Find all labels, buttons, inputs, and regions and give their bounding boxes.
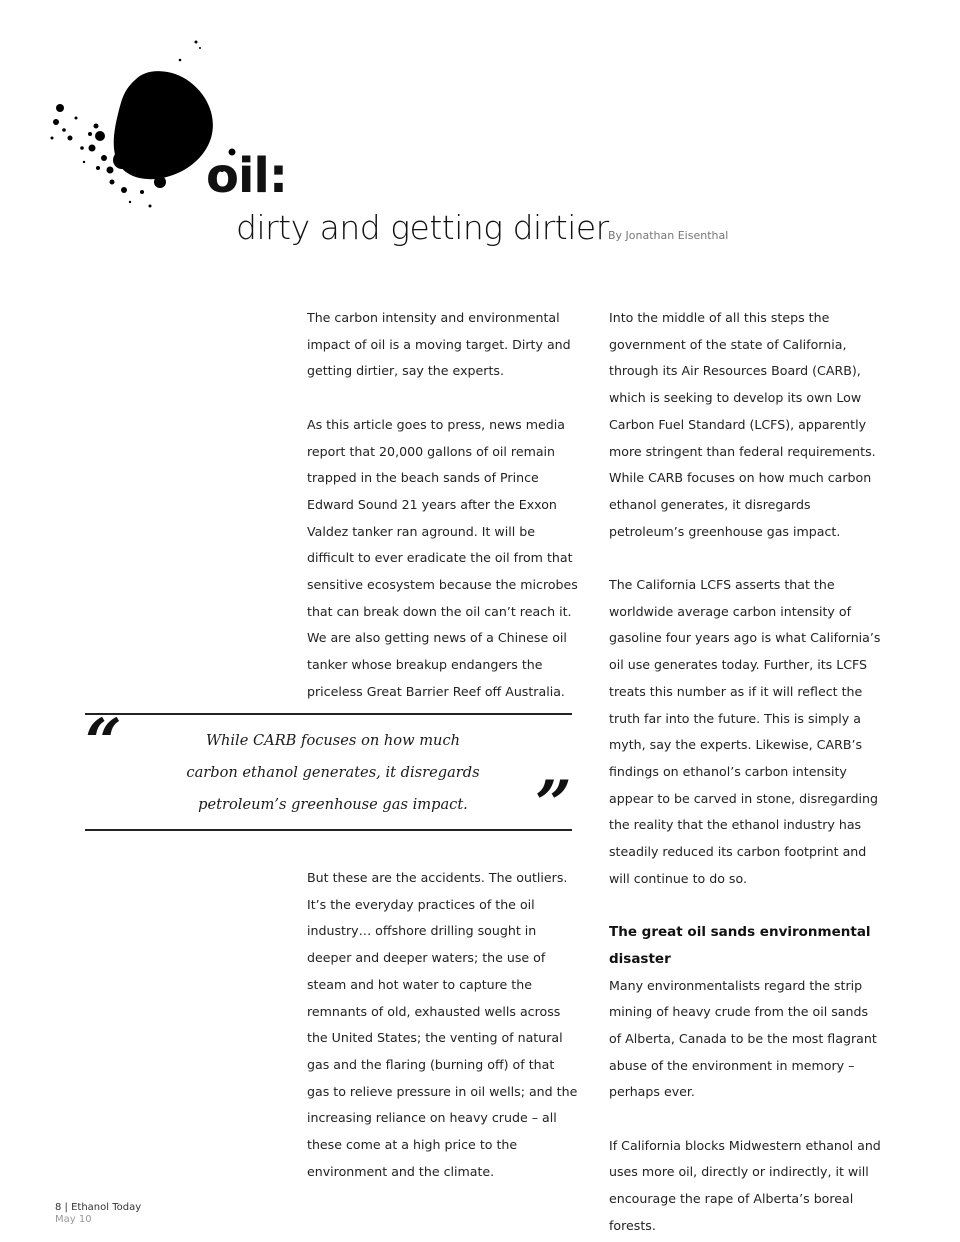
byline: By Jonathan Eisenthal [608, 229, 729, 242]
section-subheading: The great oil sands environmental disaster [609, 924, 871, 967]
paragraph: Many environmentalists regard the strip mining of heavy crude from the oil sands of Alberta, Canada to be the most flagrant abuse of the environment in memory – perhaps ever. [609, 977, 877, 1100]
close-quote-mark: ” [535, 767, 572, 842]
article-subtitle: dirty and getting dirtier [236, 208, 609, 247]
footer-page-label: 8 | Ethanol Today [55, 1202, 142, 1213]
right-column [609, 305, 881, 1240]
open-quote-mark: “ [85, 705, 122, 780]
pull-quote-text: While CARB focuses on how much carbon ethanol generates, it disregards petroleum’s greenhouse gas impact. [186, 732, 480, 813]
article-title: oil: [206, 148, 288, 204]
left-column-bottom [307, 865, 579, 1185]
paragraph: If California blocks Midwestern ethanol and uses more oil, directly or indirectly, it will encourage the rape of Alberta’s boreal forests. [609, 1137, 881, 1233]
paragraph: Into the middle of all this steps the government of the state of California, through its Air Resources Board (CARB), which is seeking to develop its own Low Carbon Fuel Standard (LCFS), apparently more stringent than federal requirements. While CARB focuses on how much carbon ethanol generates, it disregards petroleum’s greenhouse gas impact. [609, 310, 876, 539]
page-footer [55, 1202, 141, 1226]
paragraph: As this article goes to press, news media report that 20,000 gallons of oil remain trapped in the beach sands of Prince Edward Sound 21 years after the Exxon Valdez tanker ran aground. It will be difficult to ever eradicate the oil from that sensitive ecosystem because the microbes that can break down the oil can’t reach it. We are also getting news of a Chinese oil tanker whose breakup endangers the priceless Great Barrier Reef off Australia. [307, 416, 578, 699]
paragraph: The California LCFS asserts that the worldwide average carbon intensity of gasoline four years ago is what California’s oil use generates today. Further, its LCFS treats this number as if it will reflect the truth far into the future. This is simply a myth, say the experts. Likewise, CARB’s findings on ethanol’s carbon intensity appear to be carved in stone, disregarding the reality that the ethanol industry has steadily reduced its carbon footprint and will continue to do so. [609, 577, 881, 886]
footer-date: May 10 [55, 1214, 92, 1225]
paragraph: But these are the accidents. The outliers. It’s the everyday practices of the oil industry… offshore drilling sought in deeper and deeper waters; the use of steam and hot water to capture the remnants of old, exhausted wells across the United States; the venting of natural gas and the flaring (burning off) of that gas to relieve pressure in oil wells; and the increasing reliance on heavy crude – all these come at a high price to the environment and the climate. [307, 870, 578, 1179]
left-column-top [307, 305, 579, 706]
paragraph: The carbon intensity and environmental impact of oil is a moving target. Dirty and getting dirtier, say the experts. [307, 310, 571, 379]
pull-quote [85, 705, 572, 842]
